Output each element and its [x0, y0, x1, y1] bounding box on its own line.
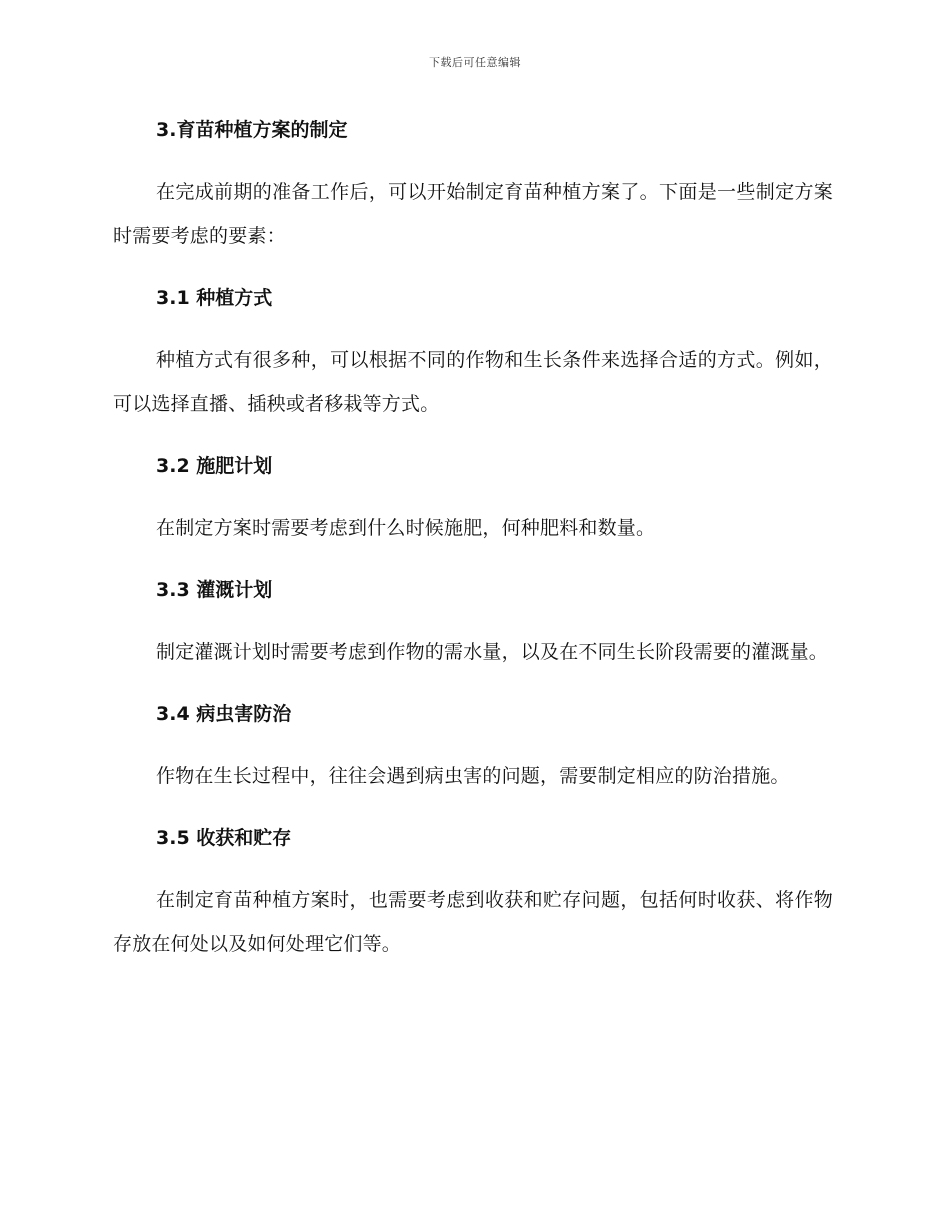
intro-paragraph: 在完成前期的准备工作后，可以开始制定育苗种植方案了。下面是一些制定方案时需要考虑的要素：	[113, 181, 833, 247]
section-body-3-4: 作物在生长过程中，往往会遇到病虫害的问题，需要制定相应的防治措施。	[156, 765, 790, 787]
section-body-3-2: 在制定方案时需要考虑到什么时候施肥，何种肥料和数量。	[156, 517, 656, 539]
section-heading-3-5: 3.5 收获和贮存	[156, 827, 292, 849]
section-body-3-3: 制定灌溉计划时需要考虑到作物的需水量，以及在不同生长阶段需要的灌溉量。	[156, 641, 829, 663]
main-heading: 3.育苗种植方案的制定	[156, 119, 348, 141]
header-note: 下载后可任意编辑	[429, 56, 521, 69]
section-heading-3-2: 3.2 施肥计划	[156, 455, 273, 477]
section-body-3-5: 在制定育苗种植方案时，也需要考虑到收获和贮存问题，包括何时收获、将作物存放在何处以及如何处理它们等。	[113, 889, 833, 955]
document-body	[113, 112, 833, 966]
section-heading-3-1: 3.1 种植方式	[156, 287, 273, 309]
section-heading-3-3: 3.3 灌溉计划	[156, 579, 273, 601]
section-body-3-1: 种植方式有很多种，可以根据不同的作物和生长条件来选择合适的方式。例如，可以选择直播、插秧或者移栽等方式。	[113, 349, 833, 415]
section-heading-3-4: 3.4 病虫害防治	[156, 703, 292, 725]
